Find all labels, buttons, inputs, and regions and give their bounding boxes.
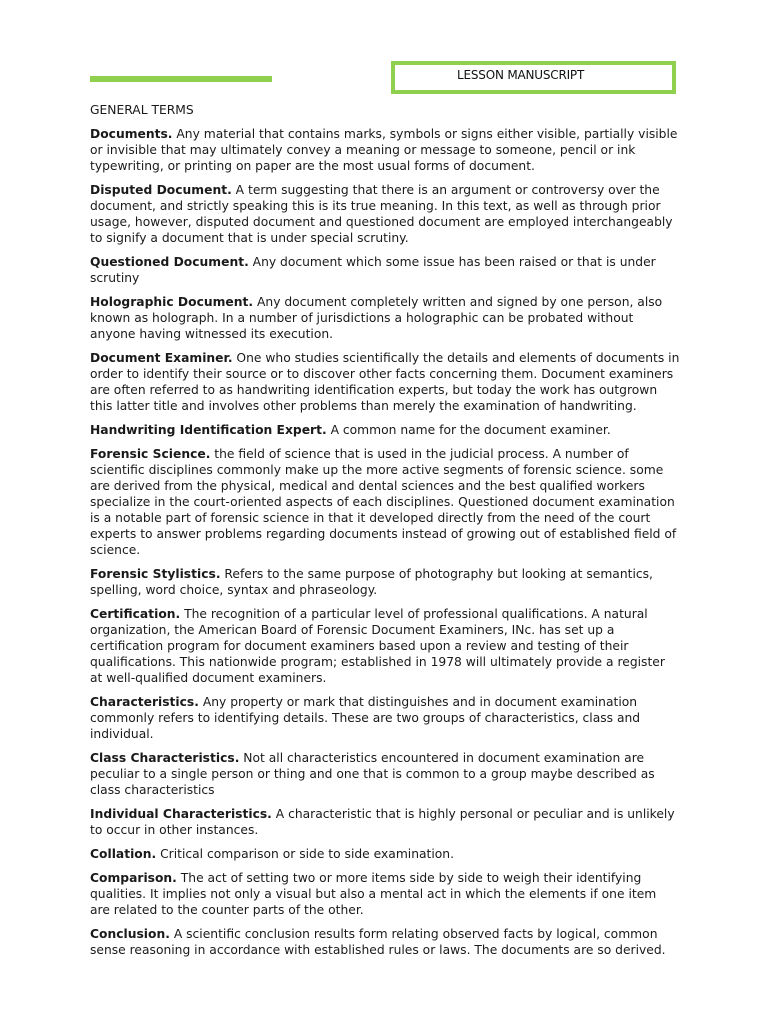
term-definition: The act of setting two or more items side by side to weigh their identifying qualities. It implies not only a visual but also a mental act in which the elements if one item are related to the counter parts of the other.	[90, 871, 657, 917]
section-heading: GENERAL TERMS	[90, 103, 194, 117]
term-entry	[90, 446, 680, 558]
header-accent-bar	[90, 76, 272, 82]
document-body	[90, 102, 680, 966]
term-name: Forensic Stylistics.	[90, 567, 221, 581]
term-entry	[90, 926, 680, 958]
term-entry	[90, 126, 680, 174]
term-name: Class Characteristics.	[90, 751, 240, 765]
term-entry	[90, 350, 680, 414]
term-definition: A common name for the document examiner.	[326, 423, 611, 437]
term-name: Characteristics.	[90, 695, 199, 709]
term-definition: Any property or mark that distinguishes and in document examination commonly refers to identifying details. These are two groups of characteristics, class and individual.	[90, 695, 641, 741]
term-entry	[90, 846, 680, 862]
term-definition: Not all characteristics encountered in document examination are peculiar to a single person or thing and one that is common to a group maybe described as class characteristics	[90, 751, 655, 797]
term-entry	[90, 806, 680, 838]
term-entry	[90, 294, 680, 342]
term-definition: A scientific conclusion results form relating observed facts by logical, common sense reasoning in accordance with established rules or laws. The documents are so derived.	[90, 927, 666, 957]
term-name: Disputed Document.	[90, 183, 232, 197]
term-definition: Any material that contains marks, symbols or signs either visible, partially visible or invisible that may ultimately convey a meaning or message to someone, pencil or ink typewriting, or printing on paper are the most usual forms of document.	[90, 127, 678, 173]
term-name: Questioned Document.	[90, 255, 249, 269]
term-definition: One who studies scientifically the details and elements of documents in order to identify their source or to discover other facts concerning them. Document examiners are often referred to as handwriting identification experts, but today the work has outgrown this latter title and involves other problems than merely the examination of handwriting.	[90, 351, 680, 413]
term-entry	[90, 182, 680, 246]
term-name: Holographic Document.	[90, 295, 254, 309]
term-name: Forensic Science.	[90, 447, 211, 461]
term-entry	[90, 750, 680, 798]
term-entry	[90, 694, 680, 742]
term-name: Documents.	[90, 127, 173, 141]
term-definition: Critical comparison or side to side examination.	[156, 847, 455, 861]
term-name: Conclusion.	[90, 927, 170, 941]
term-definition: The recognition of a particular level of professional qualifications. A natural organization, the American Board of Forensic Document Examiners, INc. has set up a certification program for document examiners based upon a review and testing of their qualifications. This nationwide program; established in 1978 will ultimately provide a register at well-qualified document examiners.	[90, 607, 665, 685]
term-definition: Refers to the same purpose of photography but looking at semantics, spelling, word choice, syntax and phraseology.	[90, 567, 653, 597]
term-name: Document Examiner.	[90, 351, 233, 365]
term-definition: Any document completely written and signed by one person, also known as holograph. In a number of jurisdictions a holographic can be probated without anyone having witnessed its execution.	[90, 295, 663, 341]
term-definition: A characteristic that is highly personal or peculiar and is unlikely to occur in other instances.	[90, 807, 675, 837]
term-name: Handwriting Identification Expert.	[90, 423, 327, 437]
term-entry	[90, 606, 680, 686]
term-definition: the field of science that is used in the judicial process. A number of scientific disciplines commonly make up the more active segments of forensic science. some are derived from the physical, medical and dental sciences and the best qualified workers specialize in the court-oriented aspects of each disciplines. Questioned document examination is a notable part of forensic science in that it developed directly from the need of the court experts to answer problems regarding documents instead of growing out of established field of science.	[90, 447, 677, 557]
term-name: Comparison.	[90, 871, 177, 885]
term-entry	[90, 254, 680, 286]
term-entry	[90, 566, 680, 598]
term-entry	[90, 422, 680, 438]
term-name: Certification.	[90, 607, 181, 621]
term-definition: Any document which some issue has been raised or that is under scrutiny	[90, 255, 656, 285]
term-entry	[90, 870, 680, 918]
lesson-title: LESSON MANUSCRIPT	[457, 68, 585, 82]
lesson-title-box	[391, 61, 676, 94]
term-name: Collation.	[90, 847, 157, 861]
term-definition: A term suggesting that there is an argument or controversy over the document, and strictly speaking this is its true meaning. In this text, as well as through prior usage, however, disputed document and questioned document are employed interchangeably to signify a document that is under special scrutiny.	[90, 183, 673, 245]
terms-list	[90, 126, 680, 958]
term-name: Individual Characteristics.	[90, 807, 272, 821]
